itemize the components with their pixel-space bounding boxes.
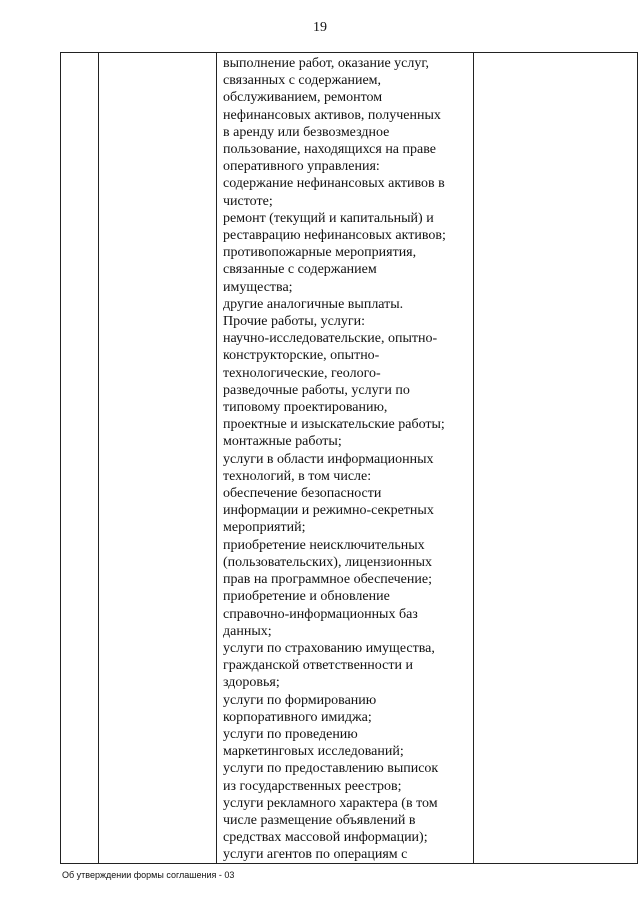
text-line: услуги агентов по операциям с [223, 847, 408, 863]
text-line: нефинансовых активов, полученных [223, 107, 441, 123]
text-line: типовому проектированию, [223, 400, 388, 416]
text-line: услуги по проведению [223, 726, 358, 742]
text-line: реставрацию нефинансовых активов; [223, 228, 446, 244]
text-line: связанных с содержанием, [223, 73, 382, 89]
text-line: содержание нефинансовых активов в [223, 176, 445, 192]
text-line: пользование, находящихся на праве [223, 142, 436, 158]
page-number: 19 [313, 20, 327, 35]
text-line: проектные и изыскательские работы; [223, 417, 445, 433]
text-line: мероприятий; [223, 520, 306, 536]
text-line: прав на программное обеспечение; [223, 572, 432, 588]
text-line: справочно-информационных баз [223, 606, 418, 622]
text-line: корпоративного имиджа; [223, 709, 372, 725]
text-line: услуги по страхованию имущества, [223, 640, 435, 656]
text-line: научно-исследовательские, опытно- [223, 331, 438, 347]
text-line: информации и режимно-секретных [223, 503, 434, 519]
text-line: разведочные работы, услуги по [223, 382, 410, 398]
column-divider-2 [216, 53, 217, 863]
text-line: здоровья; [223, 675, 280, 691]
text-line: данных; [223, 623, 272, 639]
text-line: в аренду или безвозмездное [223, 124, 390, 140]
text-line: ремонт (текущий и капитальный) и [223, 210, 434, 226]
text-line: чистоте; [223, 193, 273, 209]
text-line: (пользовательских), лицензионных [223, 554, 433, 570]
text-line: услуги по формированию [223, 692, 377, 708]
text-line: гражданской ответственности и [223, 658, 413, 674]
text-line: обслуживанием, ремонтом [223, 90, 383, 106]
text-line: услуги в области информационных [223, 451, 434, 467]
description-cell [223, 55, 471, 864]
text-line: оперативного управления: [223, 159, 380, 175]
text-line: технологий, в том числе: [223, 468, 372, 484]
text-line: средствах массовой информации); [223, 830, 428, 846]
column-divider-3 [473, 53, 474, 863]
footer-note: Об утверждении формы соглашения - 03 [62, 870, 235, 880]
text-line: Прочие работы, услуги: [223, 314, 365, 330]
text-line: услуги рекламного характера (в том [223, 795, 438, 811]
text-line: выполнение работ, оказание услуг, [223, 56, 430, 71]
text-line: услуги по предоставлению выписок [223, 761, 439, 777]
text-line: противопожарные мероприятия, [223, 245, 417, 261]
text-line: конструкторские, опытно- [223, 348, 380, 364]
text-line: другие аналогичные выплаты. [223, 296, 404, 312]
text-line: технологические, геолого- [223, 365, 381, 381]
text-line: имущества; [223, 279, 293, 295]
text-line: монтажные работы; [223, 434, 342, 450]
document-table [60, 52, 638, 864]
text-line: приобретение и обновление [223, 589, 390, 605]
text-line: маркетинговых исследований; [223, 744, 404, 760]
text-line: связанные с содержанием [223, 262, 377, 278]
text-line: числе размещение объявлений в [223, 812, 416, 828]
text-line: обеспечение безопасности [223, 486, 382, 502]
text-line: приобретение неисключительных [223, 537, 425, 553]
text-line: из государственных реестров; [223, 778, 402, 794]
column-divider-1 [98, 53, 99, 863]
